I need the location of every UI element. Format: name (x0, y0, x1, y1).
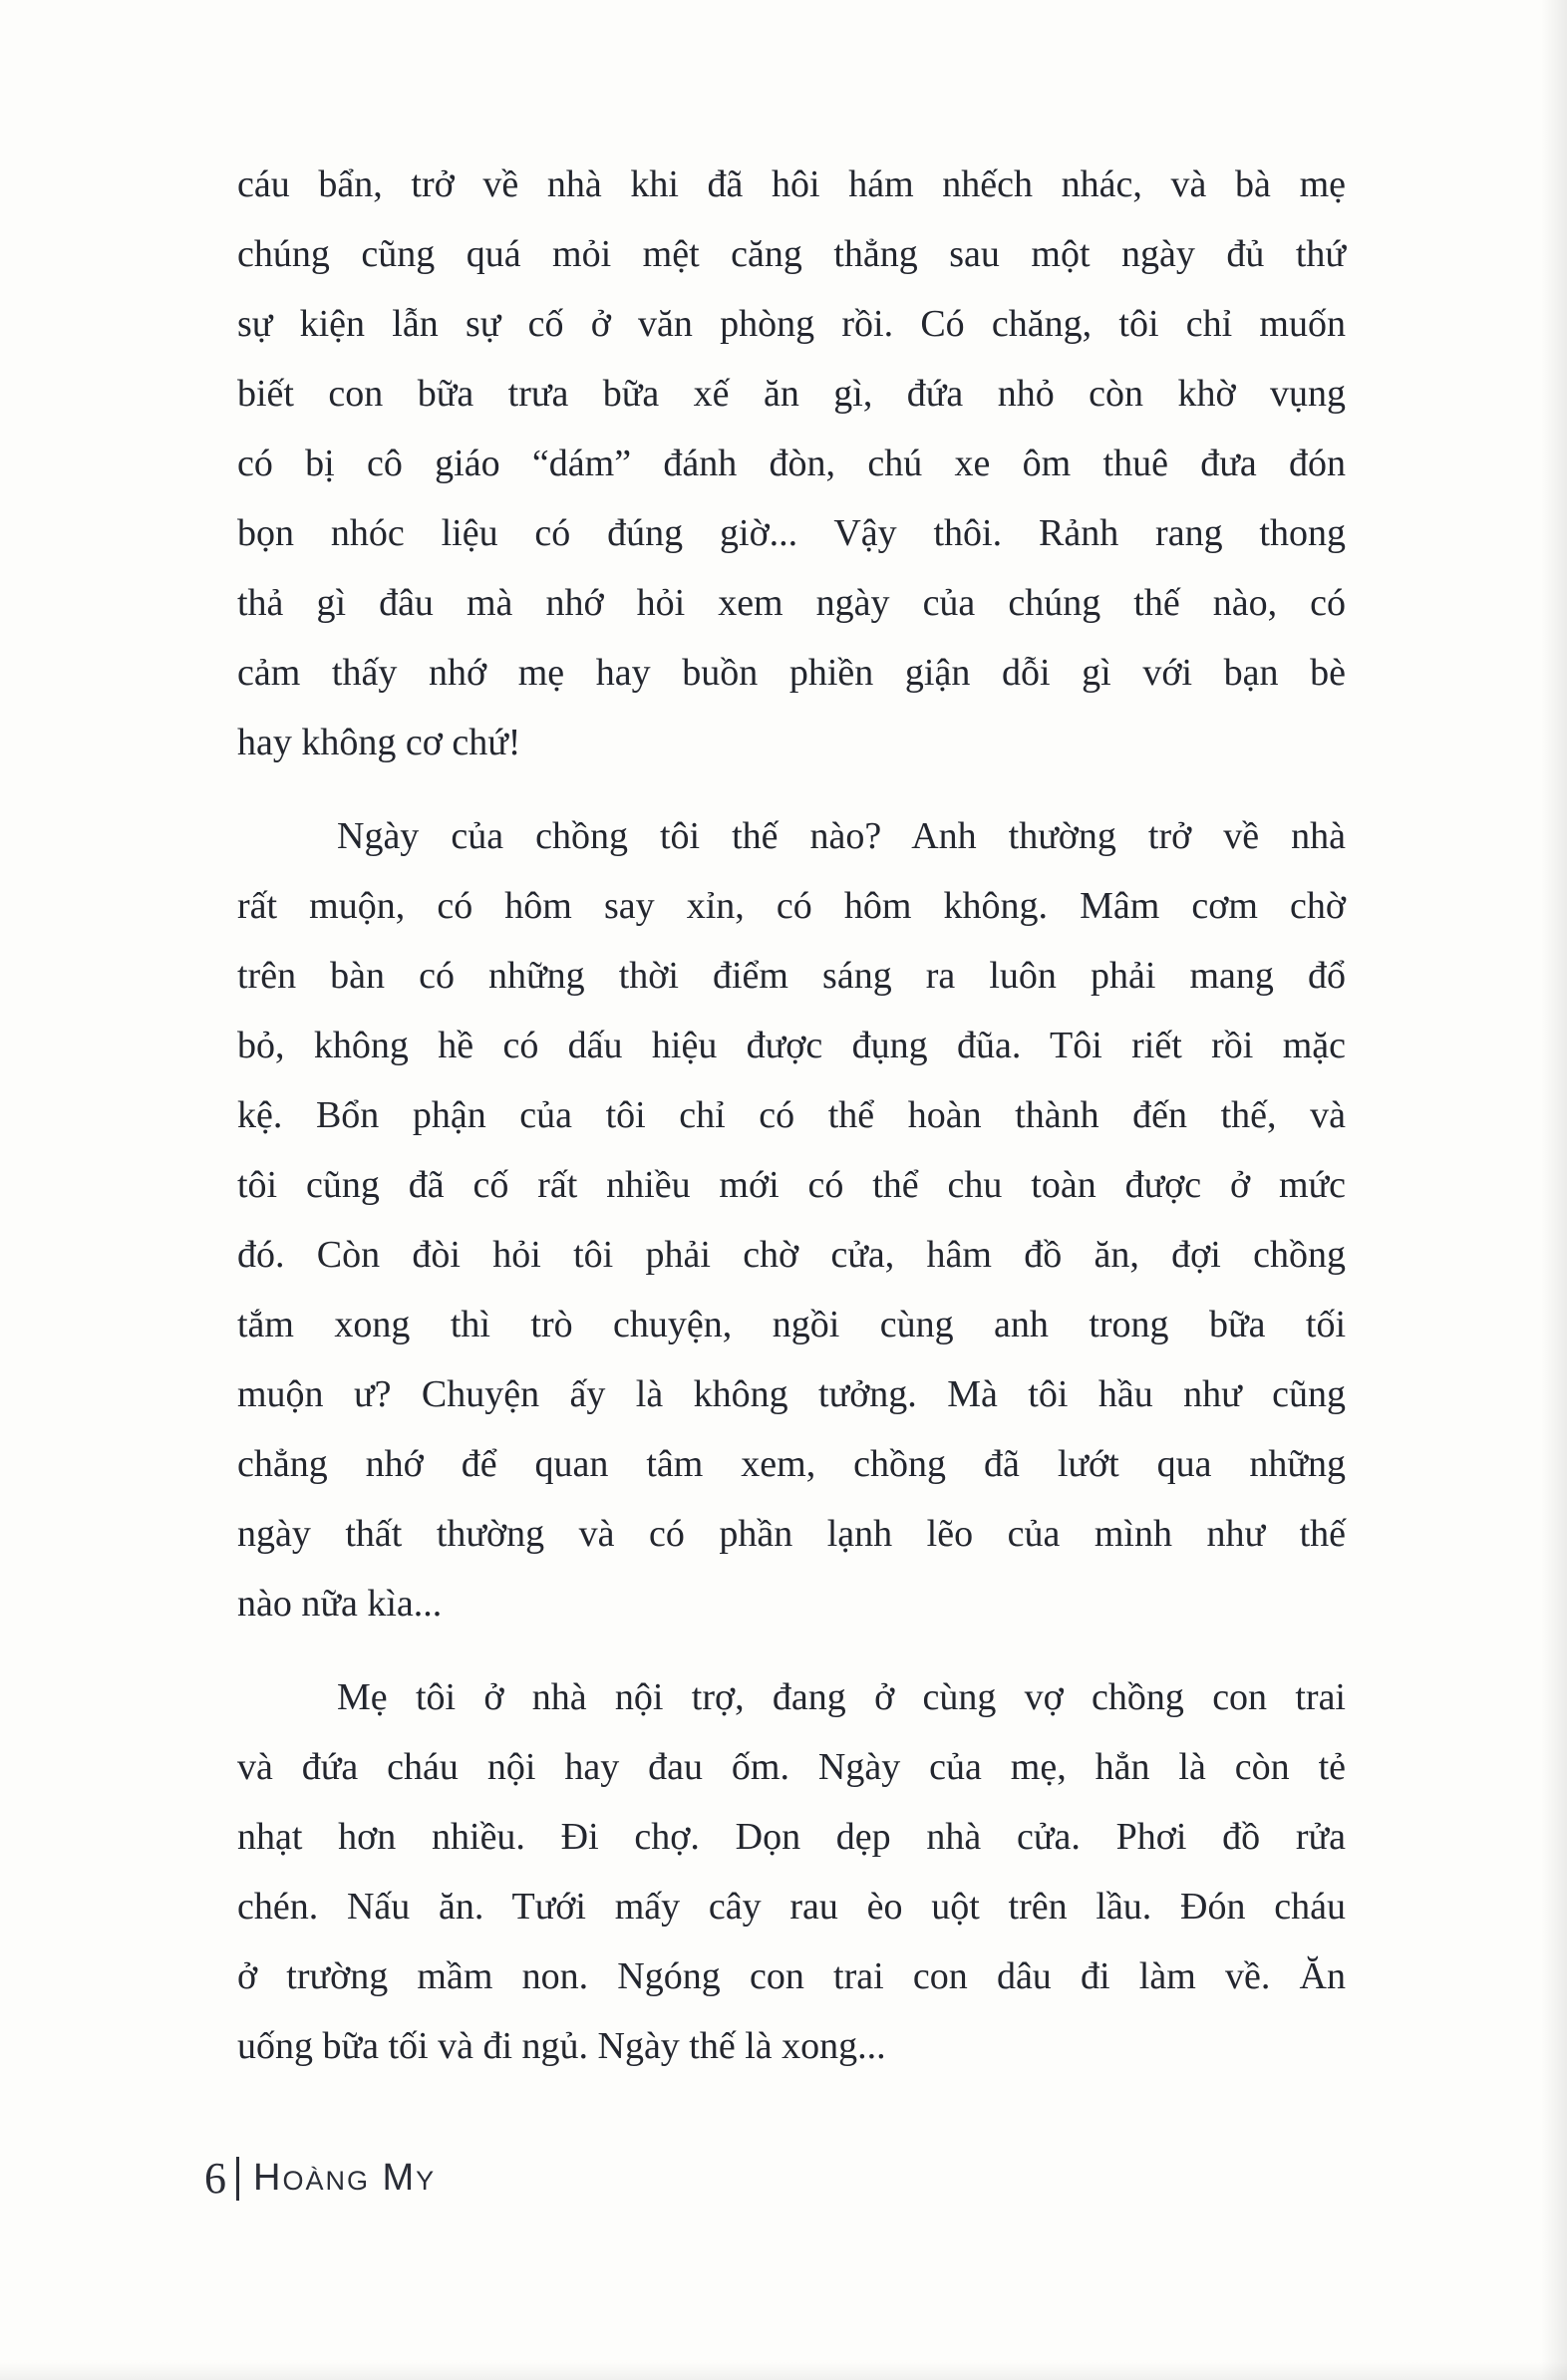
text-line: đó. Còn đòi hỏi tôi phải chờ cửa, hâm đồ ăn, đợi chồng (237, 1234, 1346, 1276)
text-line: và đứa cháu nội hay đau ốm. Ngày của mẹ, hẳn là còn tẻ (237, 1746, 1346, 1788)
text-block (237, 149, 1346, 2081)
text-line: ở trường mầm non. Ngóng con trai con dâu đi làm về. Ăn (237, 1955, 1346, 1997)
footer-divider (236, 2157, 239, 2201)
text-line: nhạt hơn nhiều. Đi chợ. Dọn dẹp nhà cửa. Phơi đồ rửa (237, 1816, 1346, 1858)
text-line: cáu bẩn, trở về nhà khi đã hôi hám nhếch nhác, và bà mẹ (237, 163, 1346, 205)
text-line: cảm thấy nhớ mẹ hay buồn phiền giận dỗi gì với bạn bè (237, 652, 1346, 694)
text-line: muộn ư? Chuyện ấy là không tưởng. Mà tôi hầu như cũng (237, 1373, 1346, 1415)
text-line: chén. Nấu ăn. Tưới mấy cây rau èo uột trên lầu. Đón cháu (237, 1886, 1346, 1928)
text-line: tắm xong thì trò chuyện, ngồi cùng anh trong bữa tối (237, 1304, 1346, 1345)
scan-edge-shadow-right (1541, 0, 1567, 2380)
paragraph (237, 801, 1346, 1638)
page-number: 6 (204, 2154, 226, 2203)
text-line: bỏ, không hề có dấu hiệu được đụng đũa. Tôi riết rồi mặc (237, 1025, 1346, 1066)
paragraph (237, 149, 1346, 777)
text-line: rất muộn, có hôm say xỉn, có hôm không. Mâm cơm chờ (237, 885, 1346, 927)
text-line: có bị cô giáo “dám” đánh đòn, chú xe ôm thuê đưa đón (237, 443, 1346, 484)
text-line: thả gì đâu mà nhớ hỏi xem ngày của chúng thế nào, có (237, 582, 1346, 624)
text-line: Mẹ tôi ở nhà nội trợ, đang ở cùng vợ chồng con trai (337, 1676, 1346, 1718)
text-line: kệ. Bổn phận của tôi chỉ có thể hoàn thành đến thế, và (237, 1094, 1346, 1136)
text-line: ngày thất thường và có phần lạnh lẽo của mình như thế (237, 1513, 1346, 1555)
scan-edge-shadow-bottom (0, 2362, 1567, 2380)
paragraph (237, 1662, 1346, 2081)
text-line: uống bữa tối và đi ngủ. Ngày thế là xong... (237, 2025, 886, 2067)
page-footer (204, 2153, 436, 2204)
text-line: biết con bữa trưa bữa xế ăn gì, đứa nhỏ còn khờ vụng (237, 373, 1346, 415)
author-name: Hoàng My (253, 2157, 437, 2199)
text-line: sự kiện lẫn sự cố ở văn phòng rồi. Có chăng, tôi chỉ muốn (237, 303, 1346, 345)
text-line: chúng cũng quá mỏi mệt căng thẳng sau một ngày đủ thứ (237, 233, 1346, 275)
text-line: Ngày của chồng tôi thế nào? Anh thường trở về nhà (337, 815, 1346, 857)
text-line: trên bàn có những thời điểm sáng ra luôn phải mang đổ (237, 955, 1346, 997)
text-line: bọn nhóc liệu có đúng giờ... Vậy thôi. Rảnh rang thong (237, 512, 1346, 554)
text-line: hay không cơ chứ! (237, 722, 521, 763)
text-line: tôi cũng đã cố rất nhiều mới có thể chu toàn được ở mức (237, 1164, 1346, 1206)
text-line: chẳng nhớ để quan tâm xem, chồng đã lướt qua những (237, 1443, 1346, 1485)
text-line: nào nữa kìa... (237, 1583, 443, 1625)
